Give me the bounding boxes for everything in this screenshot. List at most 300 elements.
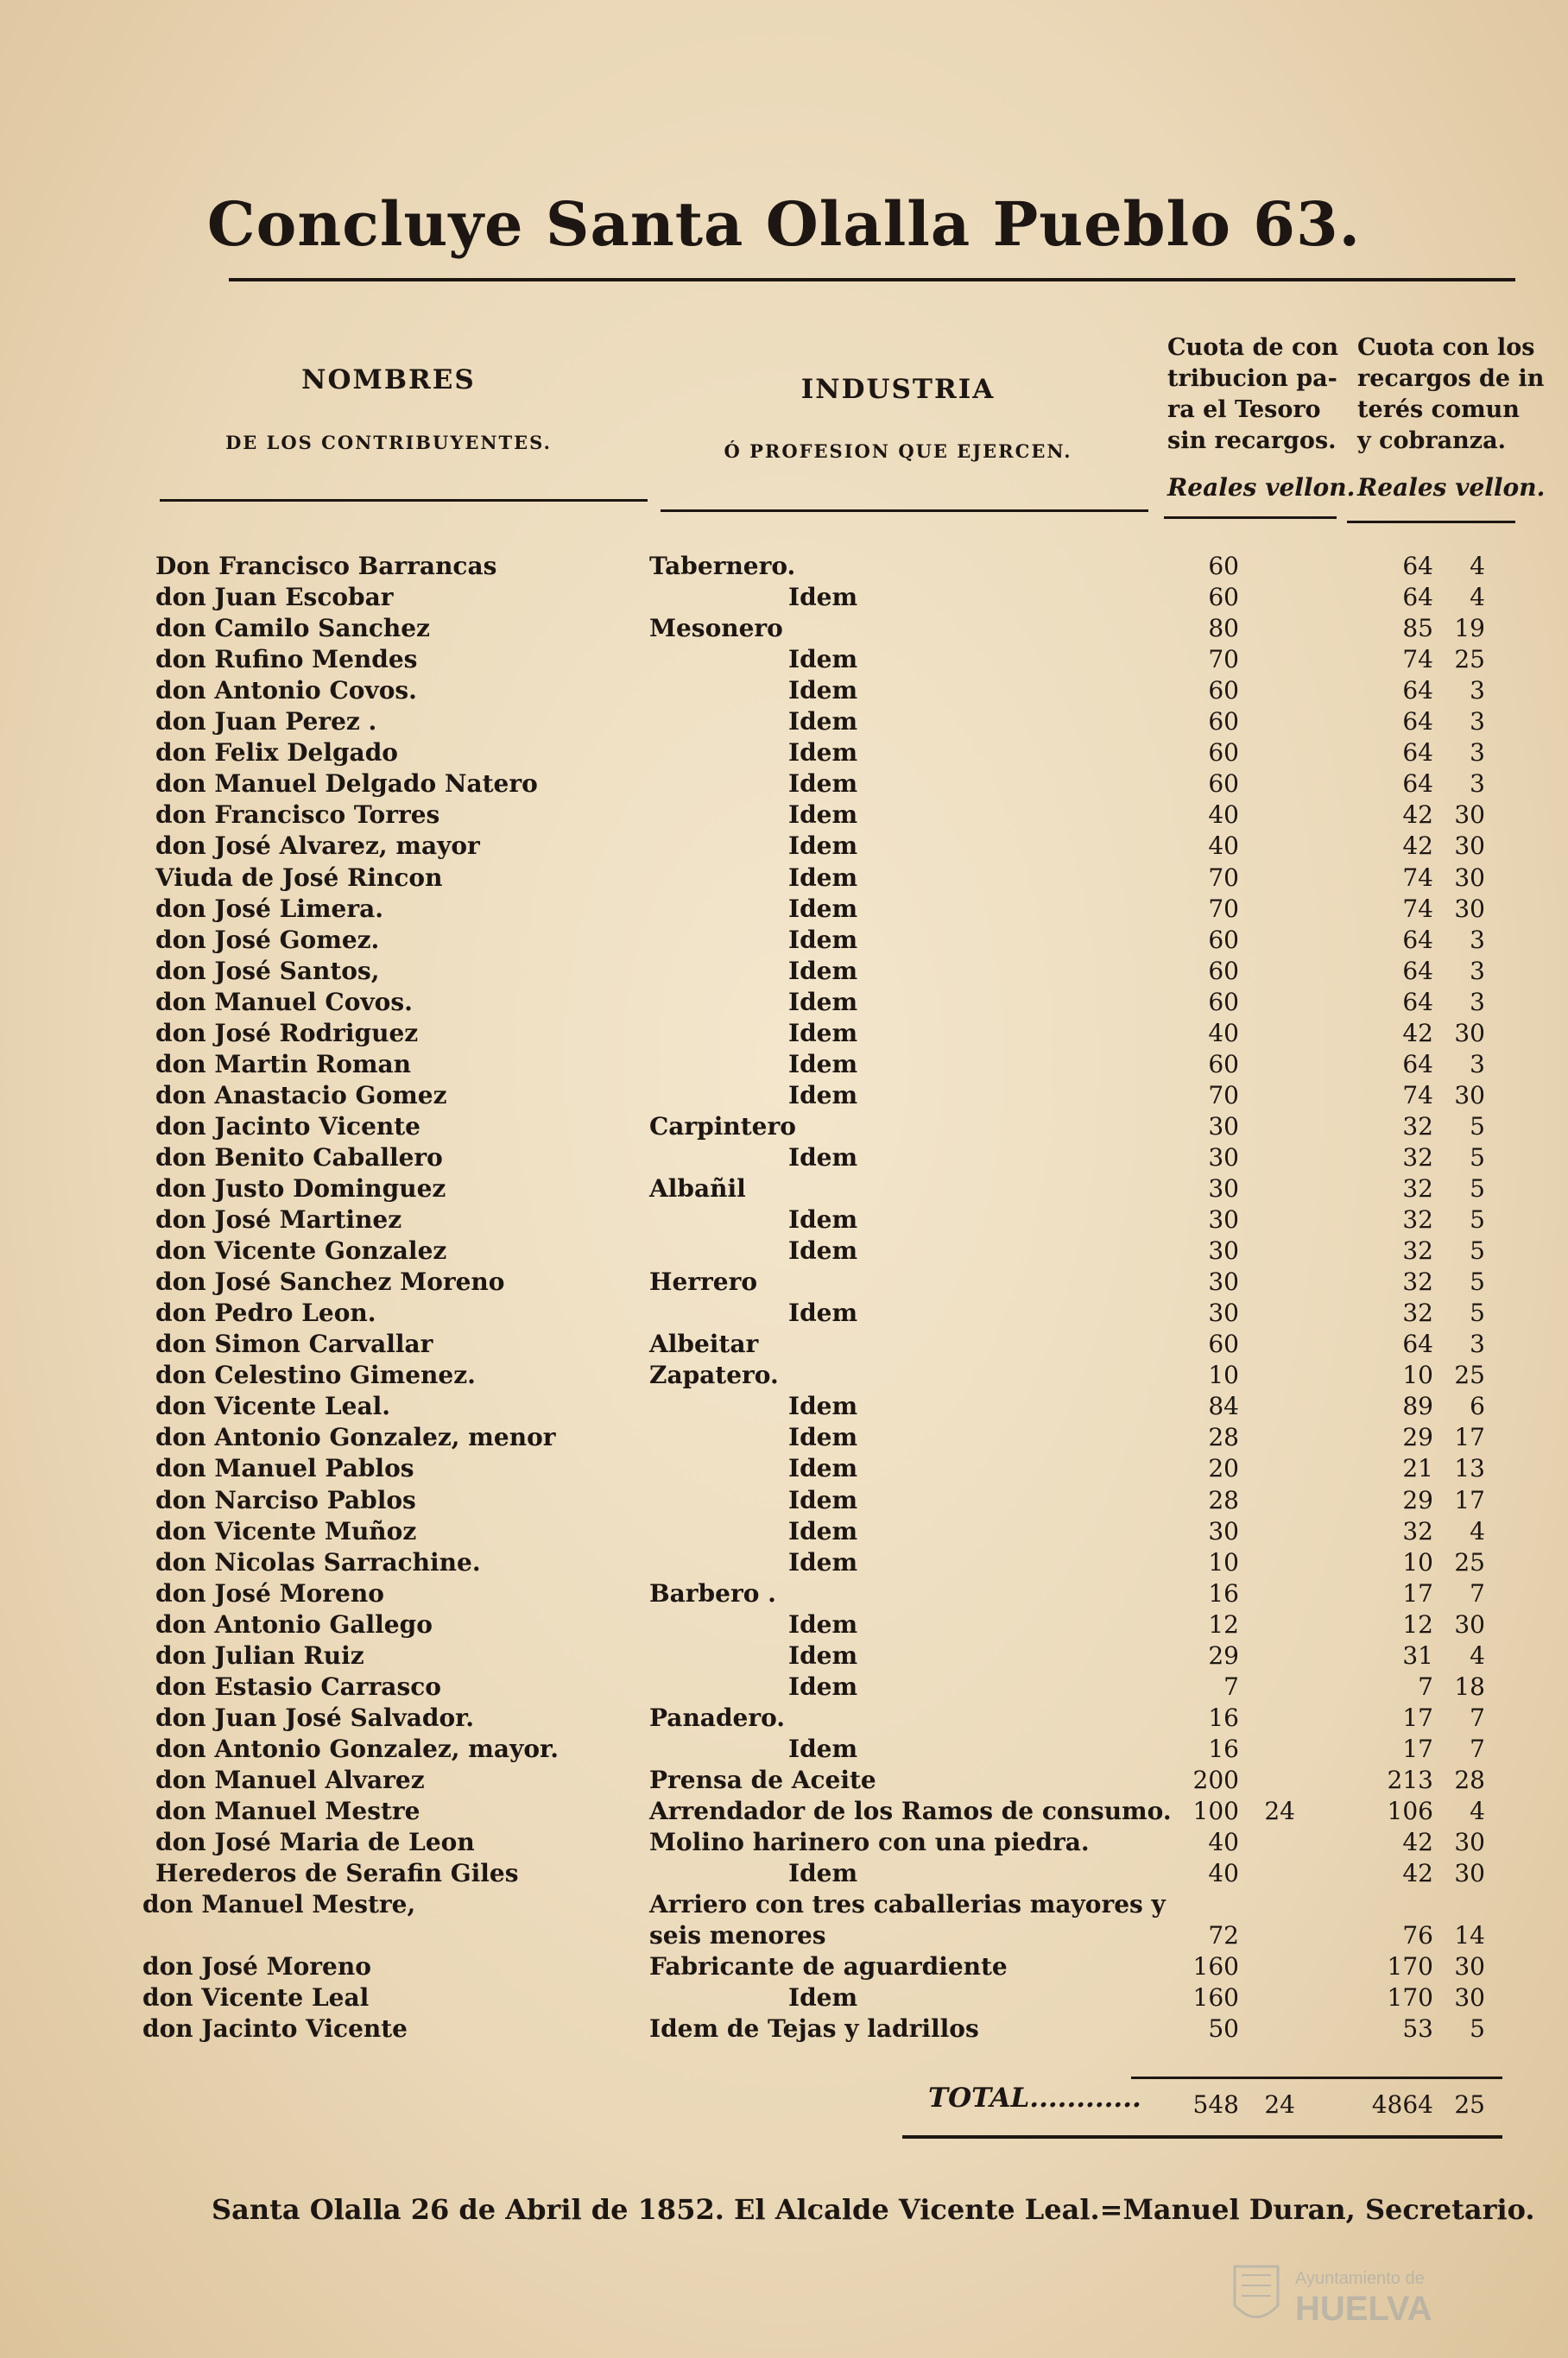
industry-cell: Idem [788, 1236, 858, 1265]
header-rule [1164, 516, 1337, 519]
quota2-cents-cell: 5 [1470, 1143, 1485, 1172]
industry-cell: Idem [788, 926, 858, 954]
table-row [0, 613, 1568, 644]
contributor-name: don José Sanchez Moreno [155, 1268, 505, 1296]
quota1-cell: 60 [1208, 676, 1239, 705]
header-rule [1347, 521, 1515, 523]
industry-cell: Idem [788, 988, 858, 1016]
quota2-cents-cell: 3 [1470, 676, 1485, 705]
industry-header: INDUSTRIA [800, 374, 996, 405]
quota1-line: Cuota de con [1167, 334, 1339, 361]
total-quota1-cents: 24 [1264, 2090, 1295, 2119]
quota2-cents-cell: 30 [1454, 1019, 1485, 1047]
footer-signature: Santa Olalla 26 de Abril de 1852. El Alcalde Vicente Leal.=Manuel Duran, Secretario. [212, 2193, 1535, 2226]
quota2-cents-cell: 13 [1454, 1454, 1485, 1482]
quota2-cents-cell: 30 [1454, 895, 1485, 923]
names-header: NOMBRES [301, 364, 476, 395]
table-row [0, 1080, 1568, 1111]
table-row [0, 1485, 1568, 1516]
quota2-cents-cell: 30 [1454, 1610, 1485, 1639]
table-row [0, 1267, 1568, 1298]
table-row [0, 1018, 1568, 1049]
total-quota2: 4864 [1371, 2090, 1433, 2119]
quota1-cell: 30 [1208, 1112, 1239, 1141]
table-row [0, 1640, 1568, 1672]
quota1-cell: 60 [1208, 769, 1239, 798]
industry-cell: Arriero con tres caballerias mayores y [649, 1890, 1166, 1919]
quota2-cents-cell: 5 [1470, 1112, 1485, 1141]
industry-cell: Idem [788, 1423, 858, 1451]
title-rule [229, 278, 1515, 281]
industry-cell: Molino harinero con una piedra. [649, 1828, 1090, 1856]
contributor-name: don Juan Perez . [155, 707, 377, 736]
table-row [0, 1329, 1568, 1360]
quota1-cell: 84 [1208, 1392, 1239, 1420]
table-row [0, 1609, 1568, 1640]
quota2-cents-cell: 5 [1470, 1299, 1485, 1327]
quota1-cell: 20 [1208, 1454, 1239, 1482]
table-row [0, 925, 1568, 956]
quota2-cell: 29 [1402, 1486, 1433, 1514]
industry-cell: Idem [788, 1983, 858, 2012]
header-rule [661, 509, 1148, 512]
contributor-name: don Nicolas Sarrachine. [155, 1548, 481, 1577]
industry-cell: Idem [788, 1392, 858, 1420]
table-row [0, 1204, 1568, 1236]
quota2-cell: 89 [1402, 1392, 1433, 1420]
contributor-name: don Antonio Gonzalez, menor [155, 1423, 556, 1451]
industry-cell: Idem [788, 583, 858, 611]
industry-cell: Idem [788, 1205, 858, 1234]
industry-cell: Tabernero. [649, 552, 796, 580]
quota2-cell: 64 [1402, 769, 1433, 798]
quota2-cell: 42 [1402, 1828, 1433, 1856]
quota2-cell: 10 [1402, 1548, 1433, 1577]
quota2-line: terés comun [1357, 396, 1520, 423]
table-row [0, 1142, 1568, 1173]
industry-cell: Idem [788, 957, 858, 985]
quota2-line: Cuota con los [1357, 334, 1535, 361]
quota2-cents-cell: 5 [1470, 1236, 1485, 1265]
contributor-name: don Felix Delgado [155, 738, 398, 767]
quota2-cell: 42 [1402, 831, 1433, 860]
contributor-name: don Jacinto Vicente [142, 2014, 408, 2043]
quota2-cell: 106 [1387, 1797, 1433, 1825]
table-row [0, 1703, 1568, 1734]
bottom-rule [902, 2135, 1502, 2139]
table-row [0, 1734, 1568, 1765]
contributor-name: don Simon Carvallar [155, 1330, 433, 1358]
contributor-name: don José Gomez. [155, 926, 380, 954]
industry-cell: Fabricante de aguardiente [649, 1952, 1008, 1981]
industry-cell: Idem [788, 1859, 858, 1887]
quota1-cell: 28 [1208, 1423, 1239, 1451]
table-row [0, 1920, 1568, 1951]
contributor-name: don Martin Roman [155, 1050, 411, 1078]
table-row [0, 831, 1568, 862]
industry-cell: Idem [788, 863, 858, 892]
industry-cell: Idem [788, 1548, 858, 1577]
total-label: TOTAL............ [928, 2083, 1141, 2114]
industry-cell: Idem [788, 1486, 858, 1514]
quota2-cell: 42 [1402, 1019, 1433, 1047]
quota2-cents-cell: 3 [1470, 738, 1485, 767]
quota2-cents-cell: 6 [1470, 1392, 1485, 1420]
quota2-cents-cell: 5 [1470, 1205, 1485, 1234]
quota2-cell: 32 [1402, 1236, 1433, 1265]
contributor-name: don José Moreno [155, 1579, 384, 1608]
quota2-line: y cobranza. [1357, 427, 1506, 454]
quota1-line: tribucion pa- [1167, 365, 1337, 392]
quota2-header [1357, 332, 1544, 457]
quota2-cell: 29 [1402, 1423, 1433, 1451]
quota1-cell: 40 [1208, 1019, 1239, 1047]
quota2-cents-cell: 30 [1454, 1983, 1485, 2012]
quota2-cell: 64 [1402, 988, 1433, 1016]
quota2-cell: 64 [1402, 676, 1433, 705]
quota1-cell: 16 [1208, 1579, 1239, 1608]
quota1-cell: 70 [1208, 645, 1239, 673]
quota1-cell: 60 [1208, 988, 1239, 1016]
table-row [0, 1360, 1568, 1391]
industry-cell: Panadero. [649, 1704, 786, 1732]
quota2-cents-cell: 17 [1454, 1486, 1485, 1514]
contributor-name: don Antonio Covos. [155, 676, 417, 705]
quota2-cell: 74 [1402, 645, 1433, 673]
total-quota2-cents: 25 [1454, 2090, 1485, 2119]
contributor-name: don Juan Escobar [155, 583, 394, 611]
contributor-name: don Juan José Salvador. [155, 1704, 475, 1732]
quota2-cell: 42 [1402, 800, 1433, 829]
contributor-name: don Manuel Alvarez [155, 1766, 425, 1794]
quota2-cell: 170 [1387, 1952, 1433, 1981]
contributor-name: don José Maria de Leon [155, 1828, 475, 1856]
quota1-cell: 60 [1208, 957, 1239, 985]
quota1-cell: 60 [1208, 926, 1239, 954]
table-row [0, 1422, 1568, 1453]
quota1-cell: 40 [1208, 1828, 1239, 1856]
table-row [0, 1298, 1568, 1329]
contributor-name: don Manuel Delgado Natero [155, 769, 538, 798]
quota2-cell: 10 [1402, 1361, 1433, 1389]
quota2-cell: 64 [1402, 583, 1433, 611]
contributor-name: don Vicente Muñoz [155, 1517, 417, 1546]
quota2-cell: 64 [1402, 738, 1433, 767]
contributor-name: don Antonio Gonzalez, mayor. [155, 1735, 559, 1763]
contributor-name: don Rufino Mendes [155, 645, 418, 673]
table-row [0, 987, 1568, 1018]
quota1-cell: 60 [1208, 583, 1239, 611]
contributor-name: don Pedro Leon. [155, 1299, 376, 1327]
quota2-line: recargos de in [1357, 365, 1545, 392]
industry-cell: Idem [788, 1050, 858, 1078]
contributor-name: don Julian Ruiz [155, 1641, 364, 1670]
industry-cell: Idem [788, 1143, 858, 1172]
quota2-cell: 32 [1402, 1112, 1433, 1141]
table-row [0, 1858, 1568, 1889]
industry-cell: Idem [788, 1299, 858, 1327]
quota1-line: ra el Tesoro [1167, 396, 1321, 423]
quota2-cell: 17 [1402, 1579, 1433, 1608]
units1-label: Reales vellon. [1167, 473, 1356, 502]
quota2-cents-cell: 4 [1470, 1641, 1485, 1670]
quota1-cell: 60 [1208, 707, 1239, 736]
quota1-cell: 30 [1208, 1205, 1239, 1234]
quota2-cents-cell: 17 [1454, 1423, 1485, 1451]
contributor-name: don Antonio Gallego [155, 1610, 433, 1639]
quota1-cell: 40 [1208, 831, 1239, 860]
table-row [0, 1236, 1568, 1267]
quota2-cell: 74 [1402, 1081, 1433, 1109]
quota1-cell: 200 [1192, 1766, 1239, 1794]
industry-cell: Barbero . [649, 1579, 776, 1608]
contributor-name: don Manuel Mestre, [142, 1890, 416, 1919]
table-row [0, 1049, 1568, 1080]
table-row [0, 1796, 1568, 1827]
quota2-cents-cell: 18 [1454, 1672, 1485, 1701]
quota1-cell: 7 [1223, 1672, 1239, 1701]
quota1-cell: 60 [1208, 1050, 1239, 1078]
contributor-name: don Vicente Leal [142, 1983, 370, 2012]
quota1-cell: 70 [1208, 1081, 1239, 1109]
quota2-cell: 32 [1402, 1299, 1433, 1327]
industry-cell: Idem [788, 800, 858, 829]
quota2-cents-cell: 5 [1470, 1268, 1485, 1296]
industry-cell: Idem [788, 738, 858, 767]
industry-cell: Idem de Tejas y ladrillos [649, 2014, 979, 2043]
table-row [0, 956, 1568, 987]
quota1-cell: 30 [1208, 1143, 1239, 1172]
industry-cell: Albeitar [649, 1330, 759, 1358]
quota1-cell: 80 [1208, 614, 1239, 642]
quota2-cell: 17 [1402, 1735, 1433, 1763]
quota1-cell: 40 [1208, 1859, 1239, 1887]
table-row [0, 2013, 1568, 2045]
quota2-cell: 64 [1402, 552, 1433, 580]
industry-cell: Idem [788, 1454, 858, 1482]
quota1-cell: 28 [1208, 1486, 1239, 1514]
quota2-cents-cell: 5 [1470, 2014, 1485, 2043]
table-row [0, 1827, 1568, 1858]
quota2-cents-cell: 3 [1470, 707, 1485, 736]
quota1-cell: 30 [1208, 1268, 1239, 1296]
quota2-cell: 64 [1402, 957, 1433, 985]
total-quota1: 548 [1192, 2090, 1239, 2119]
quota2-cents-cell: 30 [1454, 1859, 1485, 1887]
industry-cell: Albañil [649, 1174, 746, 1203]
quota2-cents-cell: 4 [1470, 1517, 1485, 1546]
quota2-cell: 32 [1402, 1268, 1433, 1296]
contributor-name: don José Alvarez, mayor [155, 831, 480, 860]
industry-cell: Idem [788, 1672, 858, 1701]
contributor-name: Herederos de Serafin Giles [155, 1859, 519, 1887]
table-row [0, 1765, 1568, 1796]
contributor-name: don Camilo Sanchez [155, 614, 430, 642]
table-row [0, 1889, 1568, 1920]
watermark-line1: Ayuntamiento de [1295, 2269, 1425, 2288]
contributor-name: don Benito Caballero [155, 1143, 443, 1172]
contributor-name: don Manuel Covos. [155, 988, 413, 1016]
contributor-name: don Manuel Pablos [155, 1454, 414, 1482]
table-row [0, 551, 1568, 582]
quota2-cents-cell: 19 [1454, 614, 1485, 642]
quota2-cents-cell: 30 [1454, 1081, 1485, 1109]
watermark-line2: HUELVA [1295, 2290, 1432, 2328]
quota2-cents-cell: 4 [1470, 1797, 1485, 1825]
contributor-name: don José Limera. [155, 895, 384, 923]
industry-cell: Arrendador de los Ramos de consumo. [649, 1797, 1172, 1825]
table-row [0, 863, 1568, 894]
quota2-cell: 42 [1402, 1859, 1433, 1887]
quota1-line: sin recargos. [1167, 427, 1337, 454]
quota2-cents-cell: 7 [1470, 1704, 1485, 1732]
quota2-cents-cell: 30 [1454, 800, 1485, 829]
quota1-cell: 160 [1192, 1952, 1239, 1981]
table-row [0, 800, 1568, 831]
quota2-cell: 170 [1387, 1983, 1433, 2012]
quota2-cell: 85 [1402, 614, 1433, 642]
contributor-name: don José Rodriguez [155, 1019, 419, 1047]
contributor-name: don Vicente Gonzalez [155, 1236, 447, 1265]
quota2-cell: 74 [1402, 863, 1433, 892]
table-row [0, 737, 1568, 768]
quota2-cell: 53 [1402, 2014, 1433, 2043]
table-row [0, 582, 1568, 613]
quota2-cents-cell: 30 [1454, 1828, 1485, 1856]
quota2-cents-cell: 30 [1454, 831, 1485, 860]
quota2-cell: 32 [1402, 1143, 1433, 1172]
quota2-cents-cell: 14 [1454, 1921, 1485, 1950]
quota2-cell: 31 [1402, 1641, 1433, 1670]
quota1-cell: 50 [1208, 2014, 1239, 2043]
quota1-cell: 100 [1192, 1797, 1239, 1825]
contributor-name: don Manuel Mestre [155, 1797, 420, 1825]
quota1-cell: 60 [1208, 1330, 1239, 1358]
quota2-cell: 64 [1402, 1050, 1433, 1078]
quota2-cents-cell: 4 [1470, 583, 1485, 611]
quota1-cell: 40 [1208, 800, 1239, 829]
quota2-cents-cell: 25 [1454, 1548, 1485, 1577]
industry-cell: Carpintero [649, 1112, 796, 1141]
quota1-cell: 16 [1208, 1735, 1239, 1763]
quota1-cell: 30 [1208, 1299, 1239, 1327]
quota1-cell: 30 [1208, 1174, 1239, 1203]
coat-of-arms-icon [1235, 2266, 1278, 2317]
quota2-cents-cell: 3 [1470, 957, 1485, 985]
quota1-cell: 160 [1192, 1983, 1239, 2012]
page-title: Concluye Santa Olalla Pueblo 63. [206, 188, 1362, 260]
quota2-cents-cell: 3 [1470, 926, 1485, 954]
table-row [0, 1578, 1568, 1609]
contributor-name: don José Santos, [155, 957, 380, 985]
quota2-cents-cell: 3 [1470, 988, 1485, 1016]
quota2-cents-cell: 30 [1454, 863, 1485, 892]
quota2-cents-cell: 25 [1454, 645, 1485, 673]
quota1-cell: 60 [1208, 738, 1239, 767]
header-rule [160, 499, 648, 502]
quota2-cell: 32 [1402, 1205, 1433, 1234]
industry-cell: Zapatero. [649, 1361, 779, 1389]
industry-cell: Idem [788, 1019, 858, 1047]
quota2-cell: 64 [1402, 926, 1433, 954]
quota1-cell: 72 [1208, 1921, 1239, 1950]
quota2-cell: 76 [1402, 1921, 1433, 1950]
table-row [0, 1547, 1568, 1578]
quota1-cell: 30 [1208, 1236, 1239, 1265]
industry-cell: Idem [788, 676, 858, 705]
units2-label: Reales vellon. [1357, 473, 1546, 502]
quota1-cell: 12 [1208, 1610, 1239, 1639]
contributor-name: don José Martinez [155, 1205, 402, 1234]
quota2-cell: 12 [1402, 1610, 1433, 1639]
contributor-name: don Narciso Pablos [155, 1486, 416, 1514]
industry-cell: Herrero [649, 1268, 758, 1296]
contributor-name: don Francisco Torres [155, 800, 440, 829]
table-row [0, 894, 1568, 925]
quota2-cell: 17 [1402, 1704, 1433, 1732]
quota1-cell: 29 [1208, 1641, 1239, 1670]
quota2-cents-cell: 5 [1470, 1174, 1485, 1203]
contributor-name: don Jacinto Vicente [155, 1112, 420, 1141]
quota2-cell: 74 [1402, 895, 1433, 923]
total-rule [1131, 2077, 1502, 2079]
table-row [0, 1672, 1568, 1703]
quota1-cents-cell: 24 [1264, 1797, 1295, 1825]
contributor-name: don Estasio Carrasco [155, 1672, 441, 1701]
quota1-cell: 70 [1208, 895, 1239, 923]
quota2-cents-cell: 3 [1470, 1050, 1485, 1078]
quota2-cents-cell: 4 [1470, 552, 1485, 580]
quota2-cell: 21 [1402, 1454, 1433, 1482]
quota2-cents-cell: 25 [1454, 1361, 1485, 1389]
table-row [0, 1453, 1568, 1484]
table-row [0, 768, 1568, 800]
table-row [0, 1951, 1568, 1982]
total-row [0, 2089, 1568, 2121]
quota1-cell: 30 [1208, 1517, 1239, 1546]
industry-cell: Idem [788, 707, 858, 736]
contributor-name: don Vicente Leal. [155, 1392, 390, 1420]
contributor-name: don Celestino Gimenez. [155, 1361, 476, 1389]
quota2-cell: 32 [1402, 1517, 1433, 1546]
watermark-logo [1226, 2258, 1520, 2336]
quota2-cell: 213 [1387, 1766, 1433, 1794]
table-row [0, 1391, 1568, 1422]
names-subheader: DE LOS CONTRIBUYENTES. [225, 432, 552, 453]
quota2-cell: 64 [1402, 707, 1433, 736]
contributor-name: don Anastacio Gomez [155, 1081, 447, 1109]
quota2-cents-cell: 3 [1470, 1330, 1485, 1358]
table-row [0, 1516, 1568, 1547]
industry-cell: Mesonero [649, 614, 783, 642]
quota1-cell: 60 [1208, 552, 1239, 580]
table-row [0, 1111, 1568, 1142]
industry-cell: Idem [788, 1517, 858, 1546]
quota1-header [1167, 332, 1338, 457]
quota2-cents-cell: 7 [1470, 1735, 1485, 1763]
quota2-cents-cell: 28 [1454, 1766, 1485, 1794]
contributor-name: Viuda de José Rincon [155, 863, 443, 892]
industry-cell: Idem [788, 1641, 858, 1670]
industry-cell: Idem [788, 895, 858, 923]
table-row [0, 1173, 1568, 1204]
table-row [0, 1982, 1568, 2013]
industry-cell: Idem [788, 1735, 858, 1763]
contributor-name: don Justo Dominguez [155, 1174, 446, 1203]
contributor-name: don José Moreno [142, 1952, 371, 1981]
industry-subheader: Ó PROFESION QUE EJERCEN. [724, 440, 1072, 462]
table-row [0, 675, 1568, 706]
